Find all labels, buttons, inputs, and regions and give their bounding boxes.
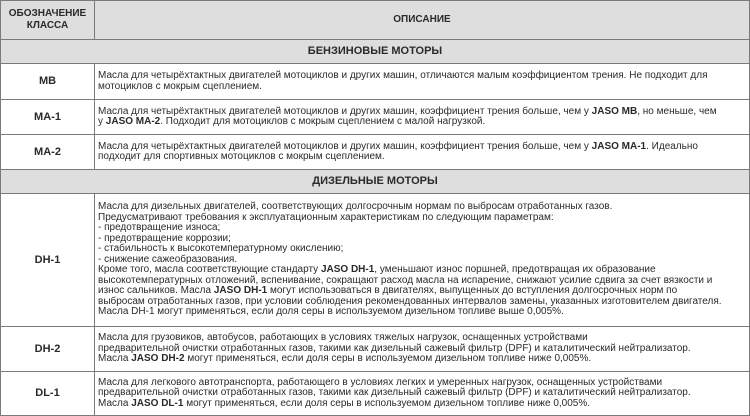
table-header-row — [1, 1, 750, 40]
description-cell-dh-2 — [95, 327, 750, 372]
description-line: высокотемпературных отложений, вспенивание, сокращают расход масла на испарение, снижают усилие сдвига за счет вязкости и — [98, 274, 713, 286]
table-row-ma-2 — [1, 135, 750, 170]
class-cell-mb: MB — [1, 64, 95, 100]
description-line — [98, 117, 746, 128]
description-line: подходит для спортивных мотоциклов с мокрым сцеплением. — [98, 151, 385, 162]
description-line: мотоциклов с мокрым сцеплением. — [98, 80, 262, 92]
description-line: Масла для легкового автотранспорта, работающего в условиях легких и умеренных нагрузок, оснащенных устройствами — [98, 376, 663, 388]
jaso-reference: JASO DH-1 — [320, 264, 375, 276]
header-class-designation: ОБОЗНАЧЕНИЕ КЛАССА — [1, 1, 95, 40]
class-cell-dl-1: DL-1 — [1, 372, 95, 416]
description-line: выбросам отработанных газов, при условии соблюдения рекомендованных интервалов замены, указанных изготовителем двигателя. — [98, 295, 722, 307]
description-cell-ma-2 — [95, 135, 750, 170]
description-line: Масла для четырёхтактных двигателей мотоциклов и других машин, отличаются малым коэффициентом трения. Не подходит для — [98, 70, 708, 81]
text-run: , но меньше, чем — [637, 105, 717, 117]
description-line: - предотвращение коррозии; — [98, 232, 231, 244]
text-run: Масла — [98, 397, 132, 409]
text-run: могут использоваться в двигателях, выпущенных до вступления долгосрочных норм по — [267, 285, 678, 297]
description-cell-dh-1 — [95, 194, 750, 327]
text-run: Кроме того, масла соответствующие стандарту — [98, 264, 321, 276]
text-run: Масла для четырёхтактных двигателей мотоциклов и других машин, коэффициент трения больше, чем у — [98, 105, 592, 117]
description-line: Предусматривают требования к эксплуатационным характеристикам по следующим параметрам: — [98, 211, 554, 223]
text-run: могут применяться, если доля серы в используемом дизельном топливе ниже 0,005%. — [184, 353, 592, 365]
text-run: могут применяться, если доля серы в используемом дизельном топливе ниже 0,005%. — [183, 397, 591, 409]
description-line: Масла для грузовиков, автобусов, работающих в условиях тяжелых нагрузок, оснащенных устройствами — [98, 332, 588, 344]
description-cell-ma-1 — [95, 100, 750, 135]
jaso-reference: JASO DH-1 — [213, 285, 268, 297]
text-run: износ сальников. Масла — [98, 285, 214, 297]
text-run: Масла — [98, 353, 132, 365]
table-row-dh-2 — [1, 327, 750, 372]
section-title-diesel: ДИЗЕЛЬНЫЕ МОТОРЫ — [1, 170, 750, 194]
section-row-diesel — [1, 170, 750, 194]
class-cell-dh-1: DH-1 — [1, 194, 95, 327]
jaso-reference: JASO DH-2 — [131, 353, 185, 365]
description-cell-mb — [95, 64, 750, 100]
jaso-reference: JASO MA-2 — [105, 116, 161, 127]
description-line: - предотвращение износа; — [98, 222, 221, 234]
description-line: предварительной очистки отработанных газов, такими как дизельный сажевый фильтр (DPF) и каталитический нейтрализатор. — [98, 387, 691, 399]
description-line: - снижение сажеобразования. — [98, 253, 238, 265]
section-title-gasoline: БЕНЗИНОВЫЕ МОТОРЫ — [1, 40, 750, 64]
section-row-gasoline — [1, 40, 750, 64]
text-run: Масла для четырёхтактных двигателей мотоциклов и других машин, коэффициент трения больше, чем у — [98, 140, 592, 152]
table-row-dh-1 — [1, 194, 750, 327]
table-row-mb — [1, 64, 750, 100]
jaso-reference: JASO MB — [591, 105, 638, 117]
class-cell-ma-2: MA-2 — [1, 135, 95, 170]
jaso-reference: JASO MA-1 — [591, 140, 647, 152]
description-line: предварительной очистки отработанных газов, такими как дизельный сажевый фильтр (DPF) и каталитический нейтрализатор. — [98, 342, 691, 354]
description-line — [98, 354, 746, 365]
description-line: Масла DH-1 могут применяться, если доля серы в используемом дизельном топливе выше 0,005%. — [98, 306, 564, 318]
class-cell-dh-2: DH-2 — [1, 327, 95, 372]
description-line — [98, 399, 746, 410]
jaso-reference: JASO DL-1 — [131, 397, 184, 409]
description-line: Масла для дизельных двигателей, соответствующих долгосрочным нормам по выбросам отработанных газов. — [98, 201, 613, 213]
text-run: у — [98, 116, 106, 127]
description-line: - стабильность к высокотемпературному окислению; — [98, 243, 344, 255]
header-description: ОПИСАНИЕ — [95, 1, 750, 40]
table-row-ma-1 — [1, 100, 750, 135]
text-run: , уменьшают износ поршней, предотвращая их образование — [374, 264, 656, 276]
text-run: . Подходит для мотоциклов с мокрым сцеплением с малой нагрузкой. — [160, 116, 486, 127]
description-cell-dl-1 — [95, 372, 750, 416]
table-row-dl-1 — [1, 372, 750, 416]
text-run: . Идеально — [646, 140, 698, 152]
class-cell-ma-1: MA-1 — [1, 100, 95, 135]
